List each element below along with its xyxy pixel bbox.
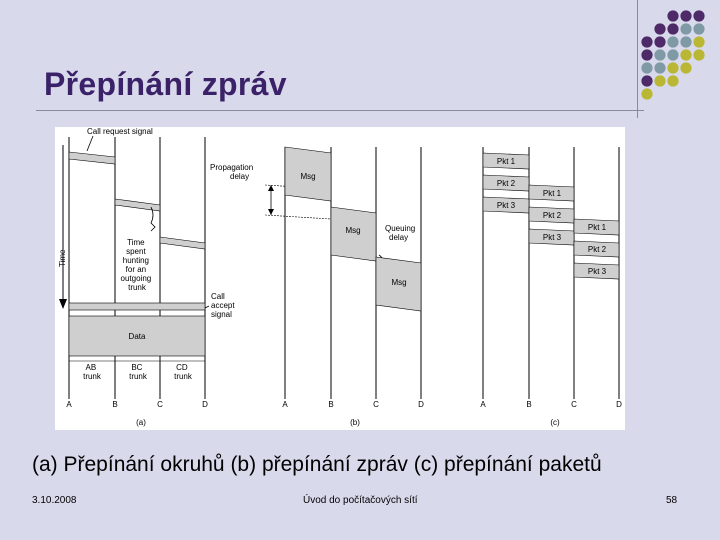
slide-title: Přepínání zpráv bbox=[44, 66, 287, 102]
decorative-dot bbox=[654, 49, 665, 60]
packet-3-hop-3-label: Pkt 3 bbox=[587, 267, 607, 276]
decorative-dot bbox=[641, 88, 652, 99]
trunk-ab-label: AB trunk bbox=[83, 363, 101, 381]
decorative-dot bbox=[693, 23, 704, 34]
call-accept-band bbox=[69, 303, 205, 310]
node-c-label-c: C bbox=[571, 400, 577, 409]
trunk-bc-label: BC trunk bbox=[129, 363, 147, 381]
node-b-label: B bbox=[112, 400, 118, 409]
decorative-dot bbox=[667, 36, 678, 47]
decorative-dot bbox=[667, 23, 678, 34]
packet-1-hop-3-label: Pkt 1 bbox=[587, 223, 607, 232]
call-request-label: Call request signal bbox=[87, 127, 153, 136]
trunk-cd-label: CD trunk bbox=[174, 363, 192, 381]
decorative-dot bbox=[680, 36, 691, 47]
node-c-label-b: C bbox=[373, 400, 379, 409]
node-b-label-b: B bbox=[328, 400, 334, 409]
propagation-delay-label: Propagation delay bbox=[210, 163, 254, 181]
node-d-label-b: D bbox=[418, 400, 424, 409]
msg-label-hop-1: Msg bbox=[300, 172, 316, 181]
node-d-label-c: D bbox=[616, 400, 622, 409]
title-divider bbox=[36, 110, 644, 111]
panel-a-label: (a) bbox=[136, 418, 146, 427]
packet-3-hop-1-label: Pkt 3 bbox=[496, 201, 516, 210]
queuing-delay-label: Queuing delay bbox=[385, 224, 416, 242]
footer-course-title: Úvod do počítačových sítí bbox=[303, 495, 418, 506]
decorative-dot bbox=[693, 10, 704, 21]
decorative-dot bbox=[667, 10, 678, 21]
decorative-dot bbox=[680, 10, 691, 21]
node-c-label: C bbox=[157, 400, 163, 409]
msg-label-hop-2: Msg bbox=[345, 226, 361, 235]
packet-3-hop-2-label: Pkt 3 bbox=[542, 233, 562, 242]
call-request-segment-cd bbox=[160, 237, 205, 249]
packet-2-hop-1-label: Pkt 2 bbox=[496, 179, 516, 188]
panel-b-label: (b) bbox=[350, 418, 360, 427]
time-arrow-icon bbox=[59, 299, 67, 309]
data-label: Data bbox=[128, 332, 146, 341]
vertical-divider bbox=[637, 0, 638, 118]
time-label: Time bbox=[58, 249, 67, 267]
panel-c-label: (c) bbox=[550, 418, 560, 427]
footer-date: 3.10.2008 bbox=[32, 495, 77, 506]
panel-circuit-switching bbox=[58, 127, 237, 427]
time-spent-label: Time spent hunting for an outgoing trunk bbox=[120, 238, 152, 292]
packet-2-hop-3-label: Pkt 2 bbox=[587, 245, 607, 254]
packet-1-hop-1-label: Pkt 1 bbox=[496, 157, 516, 166]
packet-2-hop-2-label: Pkt 2 bbox=[542, 211, 562, 220]
decorative-dot bbox=[680, 23, 691, 34]
decorative-dot bbox=[667, 75, 678, 86]
node-b-label-c: B bbox=[526, 400, 532, 409]
node-d-label: D bbox=[202, 400, 208, 409]
panel-message-switching bbox=[210, 147, 424, 427]
packet-1-hop-2-label: Pkt 1 bbox=[542, 189, 562, 198]
decorative-dot bbox=[667, 62, 678, 73]
decorative-dot bbox=[654, 36, 665, 47]
decorative-dot bbox=[641, 75, 652, 86]
decorative-dot bbox=[641, 36, 652, 47]
msg-label-hop-3: Msg bbox=[391, 278, 407, 287]
page-number: 58 bbox=[666, 495, 678, 506]
figure-caption: (a) Přepínání okruhů (b) přepínání zpráv (c) přepínání paketů bbox=[32, 453, 602, 476]
panel-packet-switching bbox=[480, 147, 622, 427]
node-a-label-c: A bbox=[480, 400, 486, 409]
call-request-segment-bc bbox=[115, 199, 160, 211]
decorative-dot bbox=[641, 49, 652, 60]
decorative-dot bbox=[693, 36, 704, 47]
switching-diagram-svg bbox=[55, 127, 625, 430]
call-accept-label: Call accept signal bbox=[211, 292, 235, 319]
decorative-dot bbox=[667, 49, 678, 60]
decorative-dot bbox=[680, 49, 691, 60]
decorative-dot bbox=[654, 23, 665, 34]
decorative-dot bbox=[641, 62, 652, 73]
decorative-dot bbox=[654, 75, 665, 86]
decorative-dot bbox=[654, 62, 665, 73]
decorative-dot bbox=[693, 49, 704, 60]
call-request-segment-ab bbox=[69, 152, 115, 164]
node-a-label: A bbox=[66, 400, 72, 409]
decorative-dot bbox=[680, 62, 691, 73]
switching-diagram bbox=[55, 127, 625, 430]
node-a-label-b: A bbox=[282, 400, 288, 409]
